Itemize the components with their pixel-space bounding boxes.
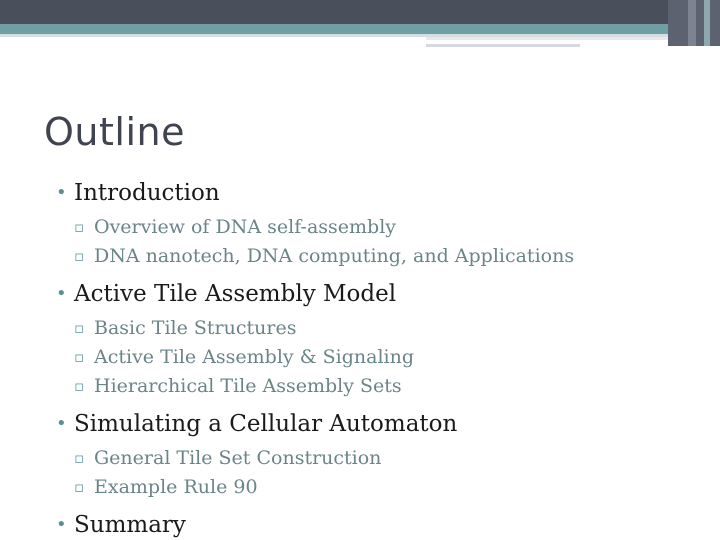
outline-item-introduction bbox=[52, 178, 692, 208]
sub-bullet-icon: ▫ bbox=[74, 247, 85, 265]
sub-item bbox=[74, 242, 692, 271]
header-rule bbox=[426, 37, 668, 40]
header-accent-stripe bbox=[688, 0, 696, 46]
outline-item-label: Introduction bbox=[74, 180, 220, 206]
sub-bullet-icon: ▫ bbox=[74, 218, 85, 236]
sub-list bbox=[52, 213, 692, 271]
sub-bullet-icon: ▫ bbox=[74, 449, 85, 467]
sub-item-label: Overview of DNA self-assembly bbox=[94, 216, 397, 238]
sub-item bbox=[74, 444, 692, 473]
outline-item-active-tile-assembly-model bbox=[52, 279, 692, 309]
header-rule bbox=[426, 44, 580, 47]
slide-title: Outline bbox=[44, 110, 185, 154]
sub-list bbox=[52, 444, 692, 502]
outline-item-simulating-cellular-automaton bbox=[52, 409, 692, 439]
sub-bullet-icon: ▫ bbox=[74, 478, 85, 496]
sub-item bbox=[74, 213, 692, 242]
sub-item-label: Example Rule 90 bbox=[94, 476, 258, 498]
sub-item-label: Active Tile Assembly & Signaling bbox=[94, 346, 415, 368]
outline-item-summary bbox=[52, 510, 692, 540]
sub-item-label: General Tile Set Construction bbox=[94, 447, 382, 469]
outline-list bbox=[52, 178, 692, 540]
bullet-icon: • bbox=[56, 413, 67, 434]
outline-item-label: Simulating a Cellular Automaton bbox=[74, 411, 458, 437]
bullet-icon: • bbox=[56, 283, 67, 304]
sub-list bbox=[52, 314, 692, 401]
header-accent-stripe bbox=[704, 0, 710, 46]
header-band-teal bbox=[0, 24, 720, 34]
sub-bullet-icon: ▫ bbox=[74, 377, 85, 395]
sub-item bbox=[74, 343, 692, 372]
sub-item bbox=[74, 372, 692, 401]
sub-item-label: DNA nanotech, DNA computing, and Applications bbox=[94, 245, 575, 267]
bullet-icon: • bbox=[56, 182, 67, 203]
outline-item-label: Summary bbox=[74, 512, 186, 538]
sub-item-label: Hierarchical Tile Assembly Sets bbox=[94, 375, 402, 397]
sub-item bbox=[74, 473, 692, 502]
sub-bullet-icon: ▫ bbox=[74, 319, 85, 337]
sub-bullet-icon: ▫ bbox=[74, 348, 85, 366]
sub-item-label: Basic Tile Structures bbox=[94, 317, 297, 339]
bullet-icon: • bbox=[56, 514, 67, 535]
sub-item bbox=[74, 314, 692, 343]
header-band-dark bbox=[0, 0, 720, 24]
outline-item-label: Active Tile Assembly Model bbox=[74, 281, 397, 307]
